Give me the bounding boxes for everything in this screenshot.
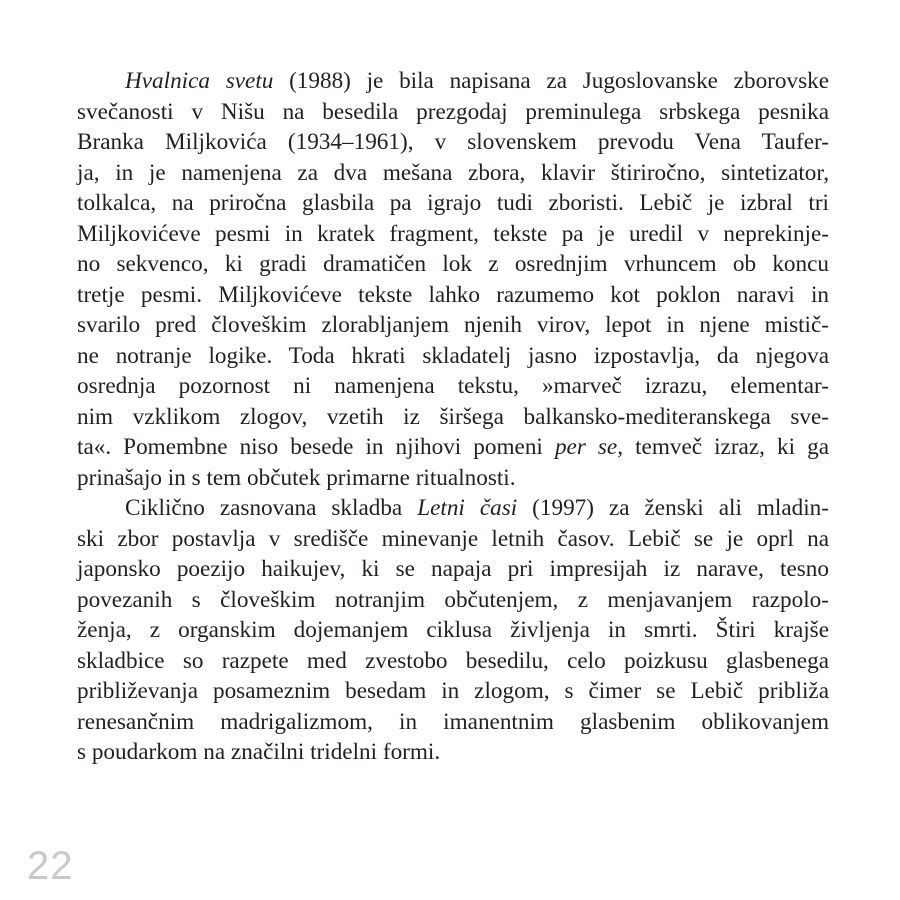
italic-title: Letni časi [417,495,518,521]
text-line [77,676,829,707]
text-line [77,493,829,524]
text-line [77,371,829,402]
text-run: renesančnim madrigalizmom, in imanentnim glasbenim oblikovanjem [77,708,829,735]
text-line [77,341,829,372]
text-run: japonsko poezijo haikujev, ki se napaja pri impresijah iz narave, tesno [77,556,829,582]
text-run: , temveč izraz, ki ga [617,434,829,460]
text-run: skladbice so razpete med zvestobo besedilu, celo poizkusu glasbenega [77,647,829,674]
text-line [77,219,829,250]
text-line [77,615,829,646]
text-run: nim vzklikom zlogov, vzetih iz širšega balkansko-mediteranskega sve- [77,403,829,430]
text-line [77,737,829,768]
text-line [77,646,829,677]
text-run: prinašajo in s tem občutek primarne ritualnosti. [77,464,516,491]
text-run: Branka Miljkovića (1934–1961), v slovenskem prevodu Vena Taufer- [77,129,829,155]
text-run: ne notranje logike. Toda hkrati skladatelj jasno izpostavlja, da njegova [77,342,829,369]
text-run: ja, in je namenjena za dva mešana zbora, klavir štiriročno, sintetizator, [77,159,829,186]
paragraph-letni-casi [77,493,829,768]
text-run: ženja, z organskim dojemanjem ciklusa življenja in smrti. Štiri krajše [77,617,829,643]
body-text [77,66,829,768]
text-run: (1988) je bila napisana za Jugoslovanske zborovske [273,68,829,94]
text-line [77,402,829,433]
text-run: Ciklično zasnovana skladba [125,495,418,521]
text-line [77,524,829,555]
page-number: 22 [27,844,74,888]
text-line [77,585,829,616]
text-run: ski zbor postavlja v središče minevanje letnih časov. Lebič se je oprl na [77,525,829,552]
text-line [77,554,829,585]
text-run: osrednja pozornost ni namenjena tekstu, »marveč izrazu, elementar- [77,373,829,399]
text-run: svečanosti v Nišu na besedila prezgodaj preminulega srbskega pesnika [77,98,829,125]
text-run: svarilo pred človeškim zlorabljanjem njenih virov, lepot in njene mistič- [77,312,829,338]
paragraph-hvalnica-svetu [77,66,829,493]
text-line [77,66,829,97]
text-line [77,127,829,158]
italic-title: per se [554,434,618,460]
text-run: Miljkovićeve pesmi in kratek fragment, tekste pa je uredil v neprekinje- [77,220,829,247]
text-line [77,158,829,189]
italic-title: Hvalnica svetu [125,68,274,94]
text-line [77,310,829,341]
text-run: tolkalca, na priročna glasbila pa igrajo tudi zboristi. Lebič je izbral tri [77,190,829,216]
text-line [77,463,829,494]
text-run: ta«. Pomembne niso besede in njihovi pomeni [77,434,555,460]
text-run: no sekvenco, ki gradi dramatičen lok z osrednjim vrhuncem ob koncu [77,251,829,277]
text-run: približevanja posameznim besedam in zlogom, s čimer se Lebič približa [77,678,829,704]
text-run: s poudarkom na značilni tridelni formi. [77,739,441,765]
text-line [77,707,829,738]
text-run: povezanih s človeškim notranjim občutenjem, z menjavanjem razpolo- [77,586,829,613]
text-line [77,280,829,311]
text-run: (1997) za ženski ali mladin- [517,495,829,521]
text-line [77,432,829,463]
text-run: tretje pesmi. Miljkovićeve tekste lahko razumemo kot poklon naravi in [77,281,829,308]
text-line [77,188,829,219]
text-line [77,249,829,280]
text-line [77,97,829,128]
